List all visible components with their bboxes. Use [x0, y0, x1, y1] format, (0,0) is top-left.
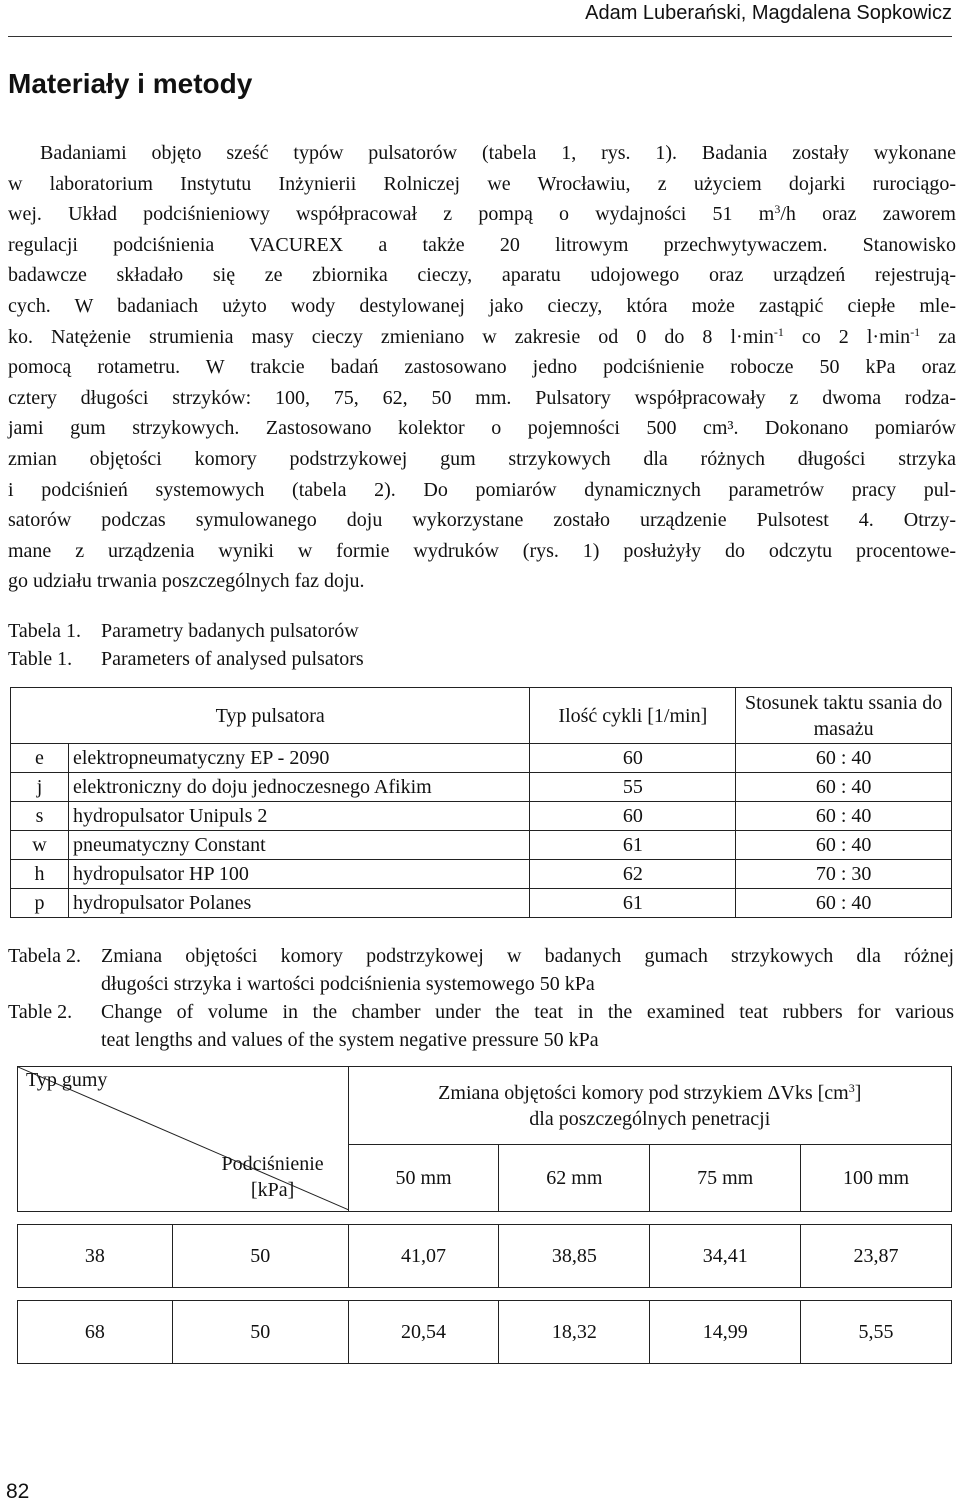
- text-line: cych. W badaniach użyto wody destylowanej jako cieczy, która może zastąpić ciepłe mle-: [8, 294, 956, 317]
- superscript: 3: [848, 1080, 855, 1095]
- rubber-type: 68: [18, 1301, 173, 1364]
- superscript: -1: [910, 324, 921, 339]
- table-row: [11, 773, 952, 802]
- volume-change-value: 23,87: [801, 1225, 952, 1288]
- row-spacer: [18, 1288, 952, 1301]
- text-segment: co 2 l·min: [783, 325, 911, 348]
- pressure-value: 50: [172, 1225, 348, 1288]
- pulsator-code: w: [11, 831, 69, 860]
- text-line: cztery długości strzyków: 100, 75, 62, 50 mm. Pulsatory współpracowały z dwoma rodza-: [8, 386, 956, 409]
- penetration-column-header: 50 mm: [348, 1145, 499, 1212]
- col-header-ratio: Stosunek taktu ssania do masażu: [736, 688, 952, 744]
- text-line: zmian objętości komory podstrzykowej gum strzykowych dla różnych długości strzyka: [8, 447, 956, 470]
- corner-type-label: Typ gumy: [26, 1069, 108, 1091]
- text-line: w laboratorium Instytutu Inżynierii Rolniczej we Wrocławiu, z użyciem dojarki rurociągo-: [8, 172, 956, 195]
- text-line: i podciśnień systemowych (tabela 2). Do pomiarów dynamicznych parametrów pracy pul-: [8, 478, 956, 501]
- pulsator-code: e: [11, 744, 69, 773]
- volume-change-value: 41,07: [348, 1225, 499, 1288]
- pulsator-name: elektroniczny do doju jednoczesnego Afikim: [68, 773, 530, 802]
- text-line: Badaniami objęto sześć typów pulsatorów (tabela 1, rys. 1). Badania zostały wykonane: [40, 142, 956, 164]
- superscript: 3: [774, 202, 781, 217]
- pulsator-name: elektropneumatyczny EP - 2090: [68, 744, 530, 773]
- table-row: [18, 1225, 952, 1288]
- col-header-cycles: Ilość cykli [1/min]: [530, 688, 736, 744]
- caption-label: Tabela 1.: [8, 620, 82, 642]
- col-header-type: Typ pulsatora: [11, 688, 530, 744]
- pulsator-name: hydropulsator Unipuls 2: [68, 802, 530, 831]
- table1-caption: [8, 617, 364, 673]
- page-number: 82: [6, 1480, 30, 1503]
- volume-change-value: 5,55: [801, 1301, 952, 1364]
- volume-change-table: [17, 1066, 952, 1364]
- volume-change-value: 14,99: [650, 1301, 801, 1364]
- cycles-value: 62: [530, 860, 736, 889]
- caption-text: Parameters of analysed pulsators: [101, 648, 364, 670]
- ratio-value: 70 : 30: [736, 860, 952, 889]
- pressure-value: 50: [172, 1301, 348, 1364]
- caption-text: Zmiana objętości komory podstrzykowej w badanych gumach strzykowych dla różnej: [101, 945, 954, 967]
- pulsator-name: hydropulsator HP 100: [68, 860, 530, 889]
- text-segment: za: [920, 325, 956, 348]
- text-segment: ko. Natężenie strumienia masy cieczy zmieniano w zakresie od 0 do 8 l·min: [8, 325, 774, 348]
- text-line: pomocą rotametru. W trakcie badań zastosowano jedno podciśnienie robocze 50 kPa oraz: [8, 356, 956, 379]
- pulsator-name: pneumatyczny Constant: [68, 831, 530, 860]
- pulsator-code: h: [11, 860, 69, 889]
- text-segment: /h oraz zaworem: [780, 203, 956, 226]
- superscript: -1: [773, 324, 784, 339]
- table-row: [11, 831, 952, 860]
- text-line: [8, 199, 956, 230]
- cycles-value: 60: [530, 802, 736, 831]
- text-segment: wej. Układ podciśnieniowy współpracował z pompą o wydajności 51 m: [8, 203, 775, 226]
- ratio-value: 60 : 40: [736, 744, 952, 773]
- text-line: mane z urządzenia wyniki w formie wydruków (rys. 1) posłużyły do odczytu procentowe-: [8, 539, 956, 562]
- cycles-value: 61: [530, 889, 736, 918]
- text-line: regulacji podciśnienia VACUREX a także 20 litrowym przechwytywaczem. Stanowisko: [8, 233, 956, 256]
- caption-text: teat lengths and values of the system negative pressure 50 kPa: [101, 1029, 599, 1051]
- span-header-text: Zmiana objętości komory pod strzykiem ΔVks [cm: [438, 1081, 849, 1104]
- table-row: [18, 1301, 952, 1364]
- span-header: [348, 1067, 951, 1145]
- text-line: jami gum strzykowych. Zastosowano kolektor o pojemności 500 cm³. Dokonano pomiarów: [8, 417, 956, 440]
- rubber-type: 38: [18, 1225, 173, 1288]
- pulsator-code: p: [11, 889, 69, 918]
- table2-caption: [8, 942, 954, 1054]
- corner-pressure-label: Podciśnienie [kPa]: [221, 1153, 324, 1201]
- corner-cell: [18, 1067, 349, 1212]
- penetration-column-header: 62 mm: [499, 1145, 650, 1212]
- penetration-column-header: 75 mm: [650, 1145, 801, 1212]
- text-line: [8, 322, 956, 353]
- caption-label: Table 2.: [8, 1001, 73, 1023]
- caption-label: Table 1.: [8, 648, 73, 670]
- body-paragraph: [8, 138, 956, 597]
- text-line: go udziału trwania poszczególnych faz doju.: [8, 570, 365, 593]
- pulsator-code: j: [11, 773, 69, 802]
- span-header-text: dla poszczególnych penetracji: [529, 1107, 771, 1130]
- volume-change-value: 34,41: [650, 1225, 801, 1288]
- caption-text: Parametry badanych pulsatorów: [101, 620, 359, 642]
- text-line: satorów podczas symulowanego doju wykorzystane zostało urządzenie Pulsotest 4. Otrzy-: [8, 509, 956, 532]
- cycles-value: 60: [530, 744, 736, 773]
- penetration-column-header: 100 mm: [801, 1145, 952, 1212]
- pulsator-code: s: [11, 802, 69, 831]
- table-row: [11, 889, 952, 918]
- ratio-value: 60 : 40: [736, 802, 952, 831]
- table-row: [11, 860, 952, 889]
- pulsator-table: [10, 687, 952, 918]
- pulsator-name: hydropulsator Polanes: [68, 889, 530, 918]
- caption-label: Tabela 2.: [8, 945, 82, 967]
- row-spacer: [18, 1212, 952, 1225]
- table-row: [11, 802, 952, 831]
- ratio-value: 60 : 40: [736, 889, 952, 918]
- volume-change-value: 20,54: [348, 1301, 499, 1364]
- section-title: Materiały i metody: [8, 68, 253, 99]
- caption-text: długości strzyka i wartości podciśnienia systemowego 50 kPa: [101, 973, 595, 995]
- volume-change-value: 38,85: [499, 1225, 650, 1288]
- cycles-value: 61: [530, 831, 736, 860]
- running-header-authors: Adam Luberański, Magdalena Sopkowicz: [585, 2, 952, 24]
- text-line: badawcze składało się ze zbiornika cieczy, aparatu udojowego oraz urządzeń rejestrują-: [8, 264, 956, 287]
- ratio-value: 60 : 40: [736, 831, 952, 860]
- table-row: [11, 744, 952, 773]
- header-rule: [8, 36, 952, 37]
- volume-change-value: 18,32: [499, 1301, 650, 1364]
- caption-text: Change of volume in the chamber under the teat in the examined teat rubbers for various: [101, 1001, 954, 1023]
- ratio-value: 60 : 40: [736, 773, 952, 802]
- span-header-text: ]: [854, 1081, 862, 1104]
- cycles-value: 55: [530, 773, 736, 802]
